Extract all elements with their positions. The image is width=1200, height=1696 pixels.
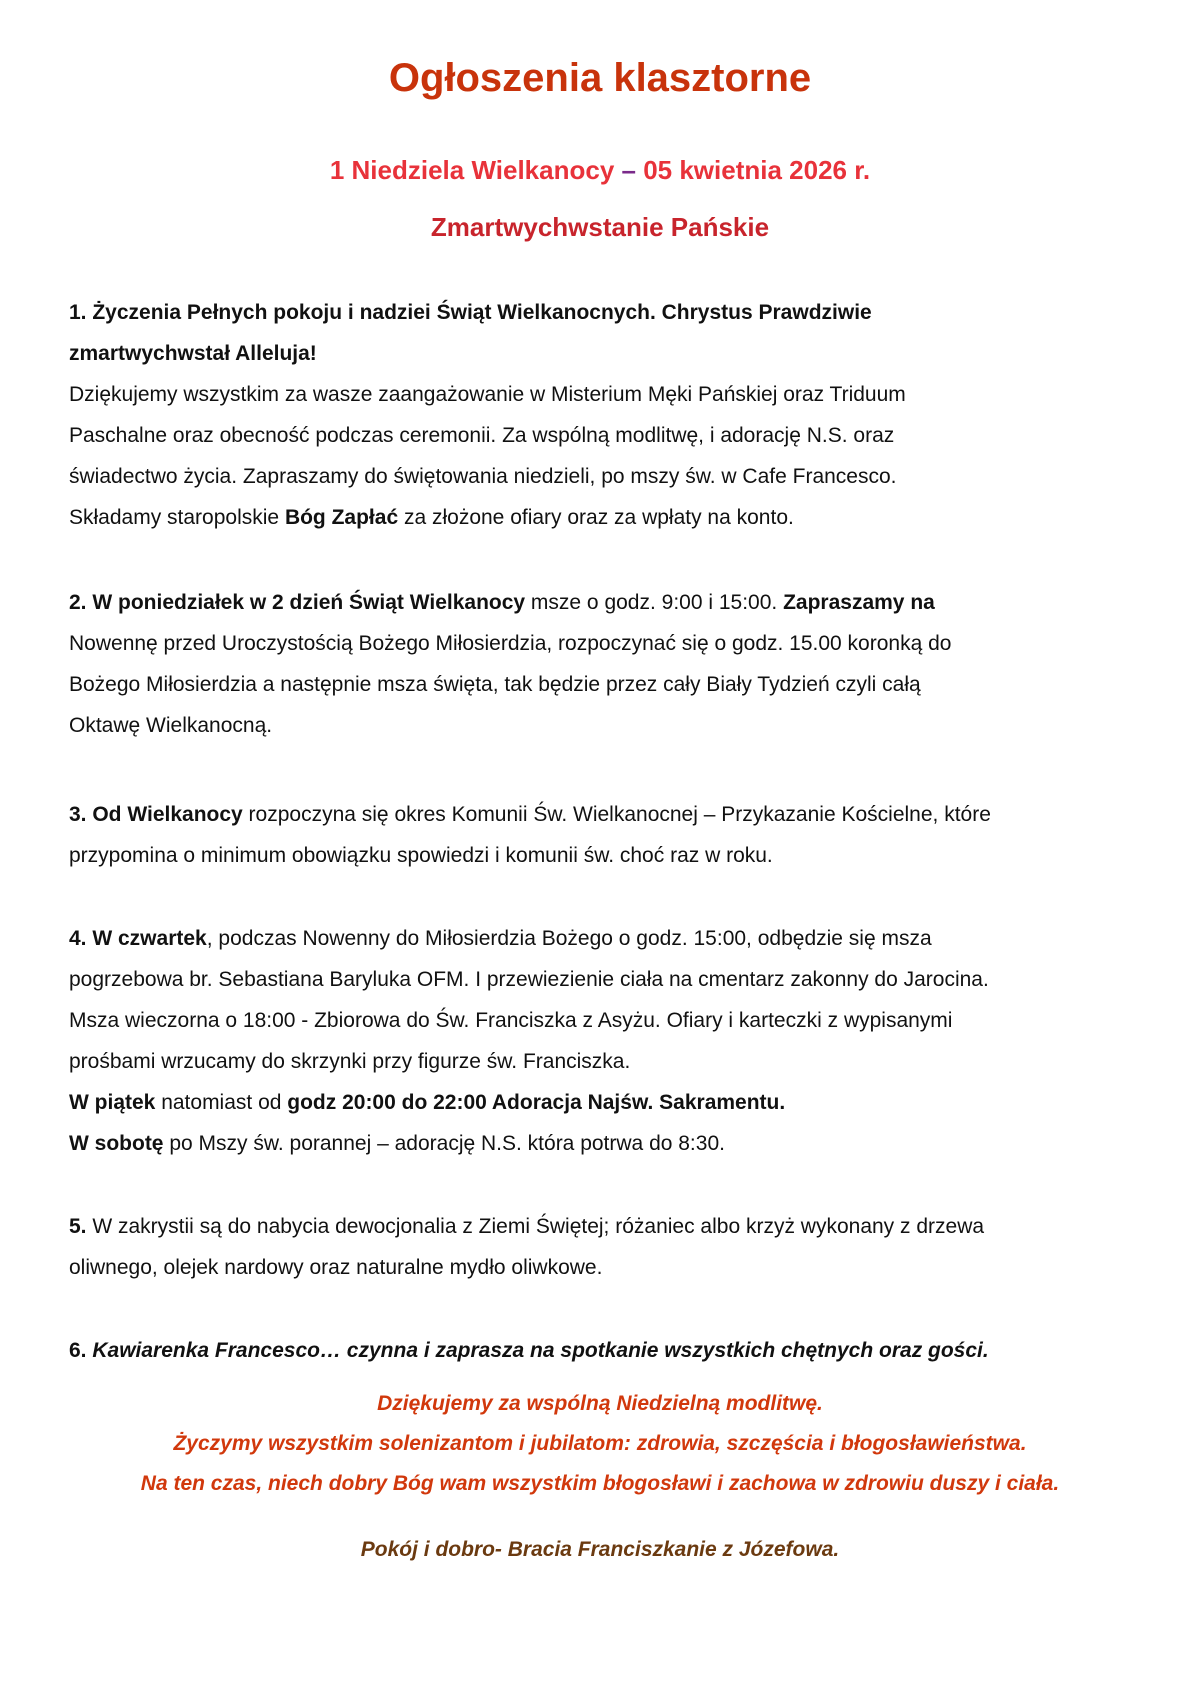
announcement-1 <box>69 292 1149 538</box>
announcement-1-line: Paschalne oraz obecność podczas ceremonii. Za wspólną modlitwę, i adorację N.S. oraz <box>69 424 895 447</box>
announcement-1-line: Dziękujemy wszystkim za wasze zaangażowanie w Misterium Męki Pańskiej oraz Triduum <box>69 383 906 406</box>
announcement-2 <box>69 582 1149 746</box>
friday-label: W piątek <box>69 1091 156 1114</box>
announcement-5 <box>69 1206 1149 1288</box>
announcement-4-line: Msza wieczorna o 18:00 - Zbiorowa do Św. Franciszka z Asyżu. Ofiary i karteczki z wypisanymi <box>69 1009 953 1032</box>
announcement-4-heading: 4. W czwartek <box>69 927 207 950</box>
announcement-6-number: 6. <box>69 1339 93 1362</box>
signature: Pokój i dobro- Bracia Franciszkanie z Józefowa. <box>360 1538 840 1561</box>
announcement-1-heading-cont: zmartwychwstał Alleluja! <box>69 342 317 365</box>
feast-subtitle: Zmartwychwstanie Pańskie <box>430 212 770 242</box>
closing-blessing: Na ten czas, niech dobry Bóg wam wszystkim błogosławi i zachowa w zdrowiu duszy i ciała. <box>140 1472 1060 1495</box>
announcement-3 <box>69 794 1149 876</box>
subtitle-dash: – <box>621 155 636 185</box>
announcement-3-text: rozpoczyna się okres Komunii Św. Wielkanocnej – Przykazanie Kościelne, które <box>242 803 991 826</box>
announcement-4-line: prośbami wrzucamy do skrzynki przy figurze św. Franciszka. <box>69 1050 631 1073</box>
announcement-6 <box>69 1330 1149 1371</box>
announcement-2-line: Oktawę Wielkanocną. <box>69 714 273 737</box>
saturday-label: W sobotę <box>69 1132 164 1155</box>
announcement-1-line: świadectwo życia. Zapraszamy do świętowania niedzieli, po mszy św. w Cafe Francesco. <box>69 465 897 488</box>
announcement-1-text: Składamy staropolskie <box>69 506 285 529</box>
announcement-5-number: 5. <box>69 1215 87 1238</box>
announcement-3-line: przypomina o minimum obowiązku spowiedzi i komunii św. choć raz w roku. <box>69 844 773 867</box>
announcement-2-heading: 2. W poniedziałek w 2 dzień Świąt Wielkanocy <box>69 591 526 614</box>
page-title: Ogłoszenia klasztorne <box>388 56 812 100</box>
adoration-time: godz 20:00 do 22:00 Adoracja Najśw. Sakramentu. <box>287 1091 786 1114</box>
announcement-6-text: Kawiarenka Francesco… czynna i zaprasza na spotkanie wszystkich chętnych oraz gości. <box>92 1339 989 1362</box>
announcement-5-line: oliwnego, olejek nardowy oraz naturalne mydło oliwkowe. <box>69 1256 603 1279</box>
announcement-2-emphasis: Zapraszamy na <box>783 591 935 614</box>
date-subtitle <box>0 155 1200 186</box>
announcement-4 <box>69 918 1149 1164</box>
announcement-2-line: Bożego Miłosierdzia a następnie msza święta, tak będzie przez cały Biały Tydzień czyli całą <box>69 673 921 696</box>
announcement-2-line: Nowennę przed Uroczystością Bożego Miłosierdzia, rozpoczynać się o godz. 15.00 koronką do <box>69 632 952 655</box>
closing-thanks: Dziękujemy za wspólną Niedzielną modlitwę. <box>377 1392 823 1415</box>
announcement-3-heading: 3. Od Wielkanocy <box>69 803 243 826</box>
announcement-1-text: za złożone ofiary oraz za wpłaty na konto. <box>398 506 794 529</box>
announcement-1-emphasis: Bóg Zapłać <box>284 506 399 529</box>
announcement-4-text: natomiast od <box>155 1091 288 1114</box>
closing-wishes: Życzymy wszystkim solenizantom i jubilatom: zdrowia, szczęścia i błogosławieństwa. <box>173 1432 1027 1455</box>
announcement-5-text: W zakrystii są do nabycia dewocjonalia z Ziemi Świętej; różaniec albo krzyż wykonany z drzewa <box>86 1215 985 1238</box>
announcement-4-text: po Mszy św. porannej – adorację N.S. która potrwa do 8:30. <box>163 1132 725 1155</box>
announcement-2-text: msze o godz. 9:00 i 15:00. <box>525 591 784 614</box>
announcement-1-heading: 1. Życzenia Pełnych pokoju i nadziei Świąt Wielkanocnych. Chrystus Prawdziwie <box>69 301 872 324</box>
subtitle-feast: 1 Niedziela Wielkanocy <box>329 155 622 185</box>
announcement-4-text: , podczas Nowenny do Miłosierdzia Bożego o godz. 15:00, odbędzie się msza <box>206 927 932 950</box>
announcement-4-line: pogrzebowa br. Sebastiana Baryluka OFM. I przewiezienie ciała na cmentarz zakonny do Jarocina. <box>69 968 989 991</box>
subtitle-date: 05 kwietnia 2026 r. <box>635 155 871 185</box>
